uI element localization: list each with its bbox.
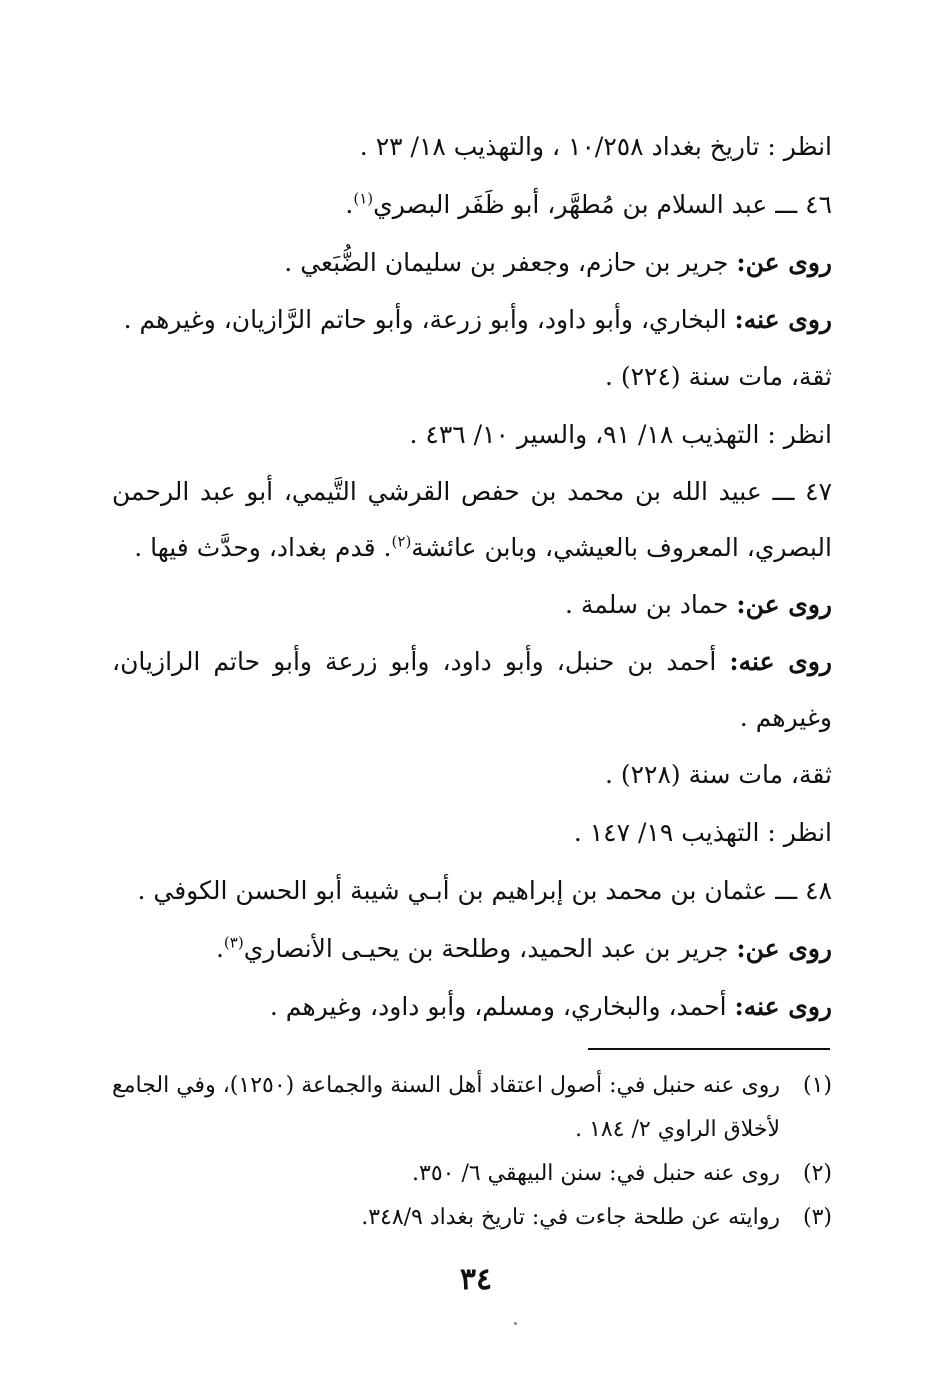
reference-text: انظر : تاريخ بغداد ١٠/٢٥٨ ، والتهذيب ١٨/ ٢٣ . <box>359 132 832 161</box>
reference-text: انظر : التهذيب ١٩/ ١٤٧ . <box>573 818 832 847</box>
entry-48-number: ٤٨ ـــ <box>775 876 832 905</box>
narrated-by-label: روى عنه: <box>734 305 832 334</box>
entry-48-heading <box>112 862 832 920</box>
footnote-divider <box>588 1048 830 1050</box>
footnote-ref-3[interactable]: (٣) <box>223 933 244 952</box>
entry-48-name: عثمان بن محمد بن إبراهيم بن أبـي شيبة أبو الحسن الكوفي . <box>137 876 768 905</box>
entry-46-heading <box>112 176 832 234</box>
footnote-1 <box>112 1064 832 1152</box>
footnote-ref-2[interactable]: (٢) <box>391 532 412 551</box>
entry-46-grading <box>112 348 832 406</box>
entry-46-name: عبد السلام بن مُطهَّر، أبو ظَفَر البصري <box>373 190 768 219</box>
narrated-from-label: روى عن: <box>736 590 832 619</box>
reference-line <box>112 118 832 176</box>
footnote-2 <box>112 1152 832 1196</box>
footnote-text: روى عنه حنبل في: سنن البيهقي ٦/ ٣٥٠. <box>412 1161 780 1186</box>
entry-47-heading <box>112 464 832 576</box>
footnote-marker: (١) <box>802 1073 832 1098</box>
entry-47-number: ٤٧ ـــ <box>772 477 833 506</box>
narrated-by-text: أحمد، والبخاري، ومسلم، وأبو داود، وغيرهم . <box>269 992 727 1021</box>
entry-46-narrated-by <box>112 292 832 348</box>
scan-speck <box>514 1322 517 1325</box>
reference-text: انظر : التهذيب ١٨/ ٩١، والسير ١٠/ ٤٣٦ . <box>409 420 832 449</box>
grading-text: ثقة، مات سنة (٢٢٤) . <box>604 362 832 391</box>
footnote-text: روايته عن طلحة جاءت في: تاريخ بغداد ٣٤٨/٩. <box>361 1205 780 1230</box>
narrated-from-end: . <box>215 934 224 963</box>
footnote-text: روى عنه حنبل في: أصول اعتقاد أهل السنة والجماعة (١٢٥٠)، وفي الجامع لأخلاق الراوي ٢/ ١٨٤ . <box>112 1073 780 1142</box>
entry-46-number: ٤٦ ـــ <box>775 190 832 219</box>
entry-46-reference <box>112 406 832 464</box>
narrated-by-text: أحمد بن حنبل، وأبو داود، وأبو زرعة وأبو حاتم الرازيان، وغيرهم . <box>112 647 832 732</box>
narrated-from-label: روى عن: <box>736 248 832 277</box>
entry-46-narrated-from <box>112 234 832 292</box>
narrated-from-text: حماد بن سلمة . <box>564 590 729 619</box>
entry-47-narrated-from <box>112 576 832 634</box>
footnote-ref-1[interactable]: (١) <box>353 189 374 208</box>
entry-47-narrated-by <box>112 634 832 746</box>
entry-48-narrated-from <box>112 920 832 978</box>
footnotes <box>112 1064 832 1240</box>
footnote-marker: (٢) <box>802 1161 832 1186</box>
narrated-by-label: روى عنه: <box>729 647 833 676</box>
narrated-from-label: روى عن: <box>736 934 832 963</box>
entry-47-end: . قدم بغداد، وحدَّث فيها . <box>134 533 392 562</box>
narrated-by-label: روى عنه: <box>734 992 832 1021</box>
footnote-3 <box>112 1196 832 1240</box>
narrated-from-text: جرير بن حازم، وجعفر بن سليمان الضُّبَعي . <box>284 248 729 277</box>
narrated-by-text: البخاري، وأبو داود، وأبو زرعة، وأبو حاتم الرَّازيان، وغيرهم . <box>123 305 727 334</box>
narrated-from-text: جرير بن عبد الحميد، وطلحة بن يحيـى الأنصاري <box>243 934 729 963</box>
entry-48-narrated-by <box>112 978 832 1036</box>
grading-text: ثقة، مات سنة (٢٢٨) . <box>604 760 832 789</box>
main-text <box>112 118 832 1036</box>
entry-47-grading <box>112 746 832 804</box>
footnote-marker: (٣) <box>802 1205 832 1230</box>
entry-47-reference <box>112 804 832 862</box>
page-number: ٣٤ <box>459 1262 493 1297</box>
entry-46-end: . <box>345 190 354 219</box>
entry-47-name: عبيد الله بن محمد بن حفص القرشي التَّيمي، أبو عبد الرحمن البصري، المعروف بالعيشي، وبابن عائشة <box>112 477 832 562</box>
